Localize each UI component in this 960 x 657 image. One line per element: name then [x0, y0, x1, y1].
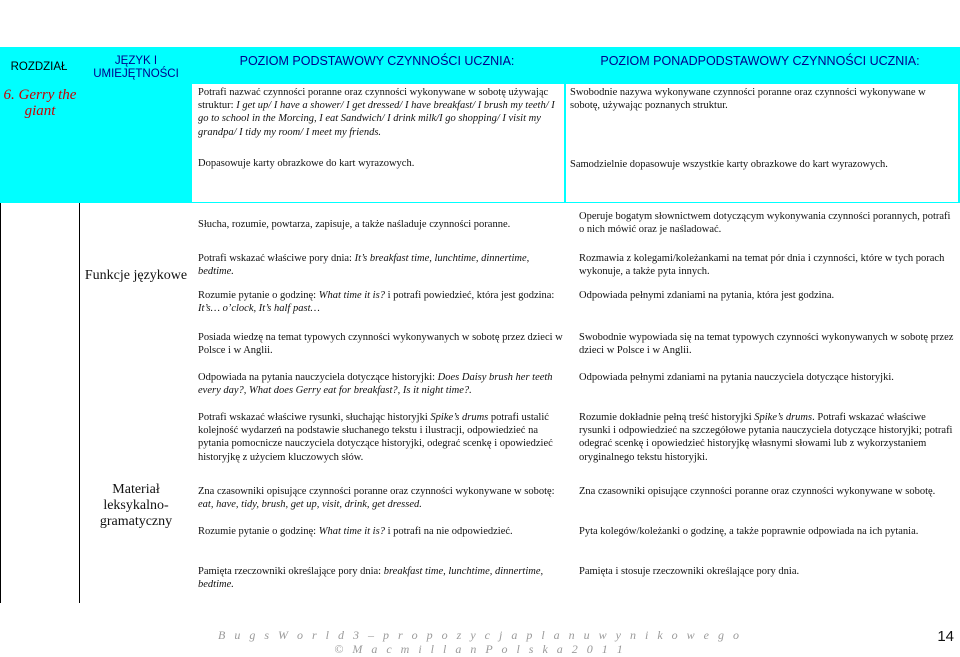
funkcje-basic-1: Słucha, rozumie, powtarza, zapisuje, a także naśladuje czynności poranne. — [198, 219, 511, 230]
funkcje-basic-2-italic: It’s breakfast time, lunchtime, dinnertime, bedtime. — [198, 253, 530, 278]
funkcje-adv-2: Rozmawia z kolegami/koleżankami na temat pór dnia i czynności, które w tych porach wykonuje, a także pyta innych. — [579, 253, 945, 278]
header-basic: POZIOM PODSTAWOWY CZYNNOŚCI UCZNIA: — [239, 54, 515, 68]
material-basic-4-nouns: breakfast time, lunchtime, dinnertime, bedtime. — [198, 566, 544, 591]
basic-row1-text: Potrafi nazwać czynności poranne oraz czynności wykonywane w sobotę używając struktur: — [198, 87, 549, 112]
material-adv-1-title: Spike’s drums — [754, 412, 813, 423]
funkcje-basic-2 — [198, 252, 564, 278]
left-border — [0, 203, 1, 603]
funkcje-label: Funkcje językowe — [84, 268, 188, 283]
material-basic-3-rest: i potrafi na nie odpowiedzieć. — [384, 526, 513, 537]
material-basic-3-text: Rozumie pytanie o godzinę: — [198, 526, 319, 537]
header-language: JĘZYK I UMIEJĘTNOŚCI — [93, 55, 179, 80]
funkcje-basic-3-answer: It’s… o’clock, It’s half past… — [198, 303, 320, 315]
material-basic-4 — [198, 565, 564, 591]
funkcje-adv-4: Swobodnie wypowiada się na temat typowych czynności wykonywanych w sobotę przez dzieci w Polsce i w Anglii. — [579, 332, 954, 357]
material-basic-1-title: Spike’s drums — [430, 412, 489, 423]
material-adv-1-rest: . Potrafi wskazać właściwe rysunki i odpowiedzieć na szczegółowe pytania nauczyciela dotyczące historyjki; potrafi odegrać scenkę i opowiedzieć historyjkę własnymi słowami lub z wykorzystaniem oryginalnego tekstu historyjki. — [579, 412, 953, 463]
footer-line1: B u g s W o r l d 3 – p r o p o z y c j a p l a n u w y n i k o w e g o — [218, 628, 742, 642]
advanced-row2: Samodzielnie dopasowuje wszystkie karty obrazkowe do kart wyrazowych. — [570, 159, 888, 170]
header-chapter: ROZDZIAŁ — [10, 61, 68, 73]
material-adv-4: Pamięta i stosuje rzeczowniki określające pory dnia. — [579, 566, 800, 577]
col1-divider — [79, 203, 80, 603]
material-adv-3: Pyta kolegów/koleżanki o godzinę, a także poprawnie odpowiada na ich pytania. — [579, 526, 919, 537]
header-advanced: POZIOM PONADPODSTAWOWY CZYNNOŚCI UCZNIA: — [600, 54, 920, 68]
material-basic-1-text: Potrafi wskazać właściwe rysunki, słuchając historyjki — [198, 412, 431, 423]
funkcje-basic-3-text: Rozumie pytanie o godzinę: — [198, 290, 319, 301]
material-basic-3-question: What time it is? — [318, 526, 385, 537]
footer-line2: © M a c m i l l a n P o l s k a 2 0 1 1 — [334, 642, 626, 656]
funkcje-adv-3: Odpowiada pełnymi zdaniami na pytania, która jest godzina. — [579, 290, 835, 301]
funkcje-basic-4: Posiada wiedzę na temat typowych czynności wykonywanych w sobotę przez dzieci w Polsce i w Anglii. — [198, 332, 563, 357]
basic-row1-structures: I get up/ I have a shower/ I get dressed/ I have breakfast/ I brush my teeth/ I go to school in the Morcing, I eat Sandwich/ I drink milk/I go shopping/ I visit my grandpa/ I tidy my room/ I meet my friends. — [198, 100, 555, 138]
funkcje-basic-3-question: What time it is? — [318, 290, 385, 301]
funkcje-basic-5-text: Odpowiada na pytania nauczyciela dotyczące historyjki: — [198, 372, 438, 383]
material-basic-2-verbs: eat, have, tidy, brush, get up, visit, drink, get dressed. — [198, 499, 422, 511]
advanced-row1: Swobodnie nazywa wykonywane czynności poranne oraz czynności wykonywane w sobotę, używając poznanych struktur. — [570, 87, 926, 112]
material-label: Materiał leksykalno-gramatyczny — [99, 482, 173, 529]
material-basic-2-text: Zna czasowniki opisujące czynności poranne oraz czynności wykonywane w sobotę: — [198, 486, 555, 497]
page-number: 14 — [937, 628, 954, 645]
material-basic-4-text: Pamięta rzeczowniki określające pory dnia: — [198, 566, 384, 577]
basic-row1 — [198, 86, 560, 139]
funkcje-basic-5-italic: Does Daisy brush her teeth every day?, What does Gerry eat for breakfast?, Is it night time?. — [198, 372, 553, 397]
funkcje-basic-3 — [198, 289, 564, 315]
basic-row2: Dopasowuje karty obrazkowe do kart wyrazowych. — [198, 158, 415, 169]
material-adv-1-text: Rozumie dokładnie pełną treść historyjki — [579, 412, 755, 423]
material-basic-2 — [198, 485, 564, 511]
funkcje-adv-1: Operuje bogatym słownictwem dotyczącym wykonywania czynności porannych, potrafi o nich mówić oraz je naśladować. — [579, 211, 951, 236]
material-basic-3 — [198, 525, 564, 538]
funkcje-basic-3-mid: i potrafi powiedzieć, która jest godzina: — [384, 290, 555, 301]
funkcje-adv-5: Odpowiada pełnymi zdaniami na pytania nauczyciela dotyczące historyjki. — [579, 372, 894, 383]
material-adv-2: Zna czasowniki opisujące czynności poranne oraz czynności wykonywane w sobotę. — [579, 486, 936, 497]
chapter-title: 6. Gerry the giant — [3, 87, 77, 119]
funkcje-basic-2-text: Potrafi wskazać właściwe pory dnia: — [198, 253, 355, 264]
material-adv-1 — [579, 411, 955, 464]
funkcje-basic-5 — [198, 371, 564, 397]
material-basic-1 — [198, 411, 564, 464]
material-basic-1-rest: potrafi ustalić kolejność wydarzeń na podstawie słuchanego tekstu i ilustracji, odpowiedzieć na pytania pomocnicze nauczyciela dotyczące historyjki, odegrać scenkę i opowiedzieć historyjkę z użyciem kluczowych słów. — [198, 412, 553, 463]
